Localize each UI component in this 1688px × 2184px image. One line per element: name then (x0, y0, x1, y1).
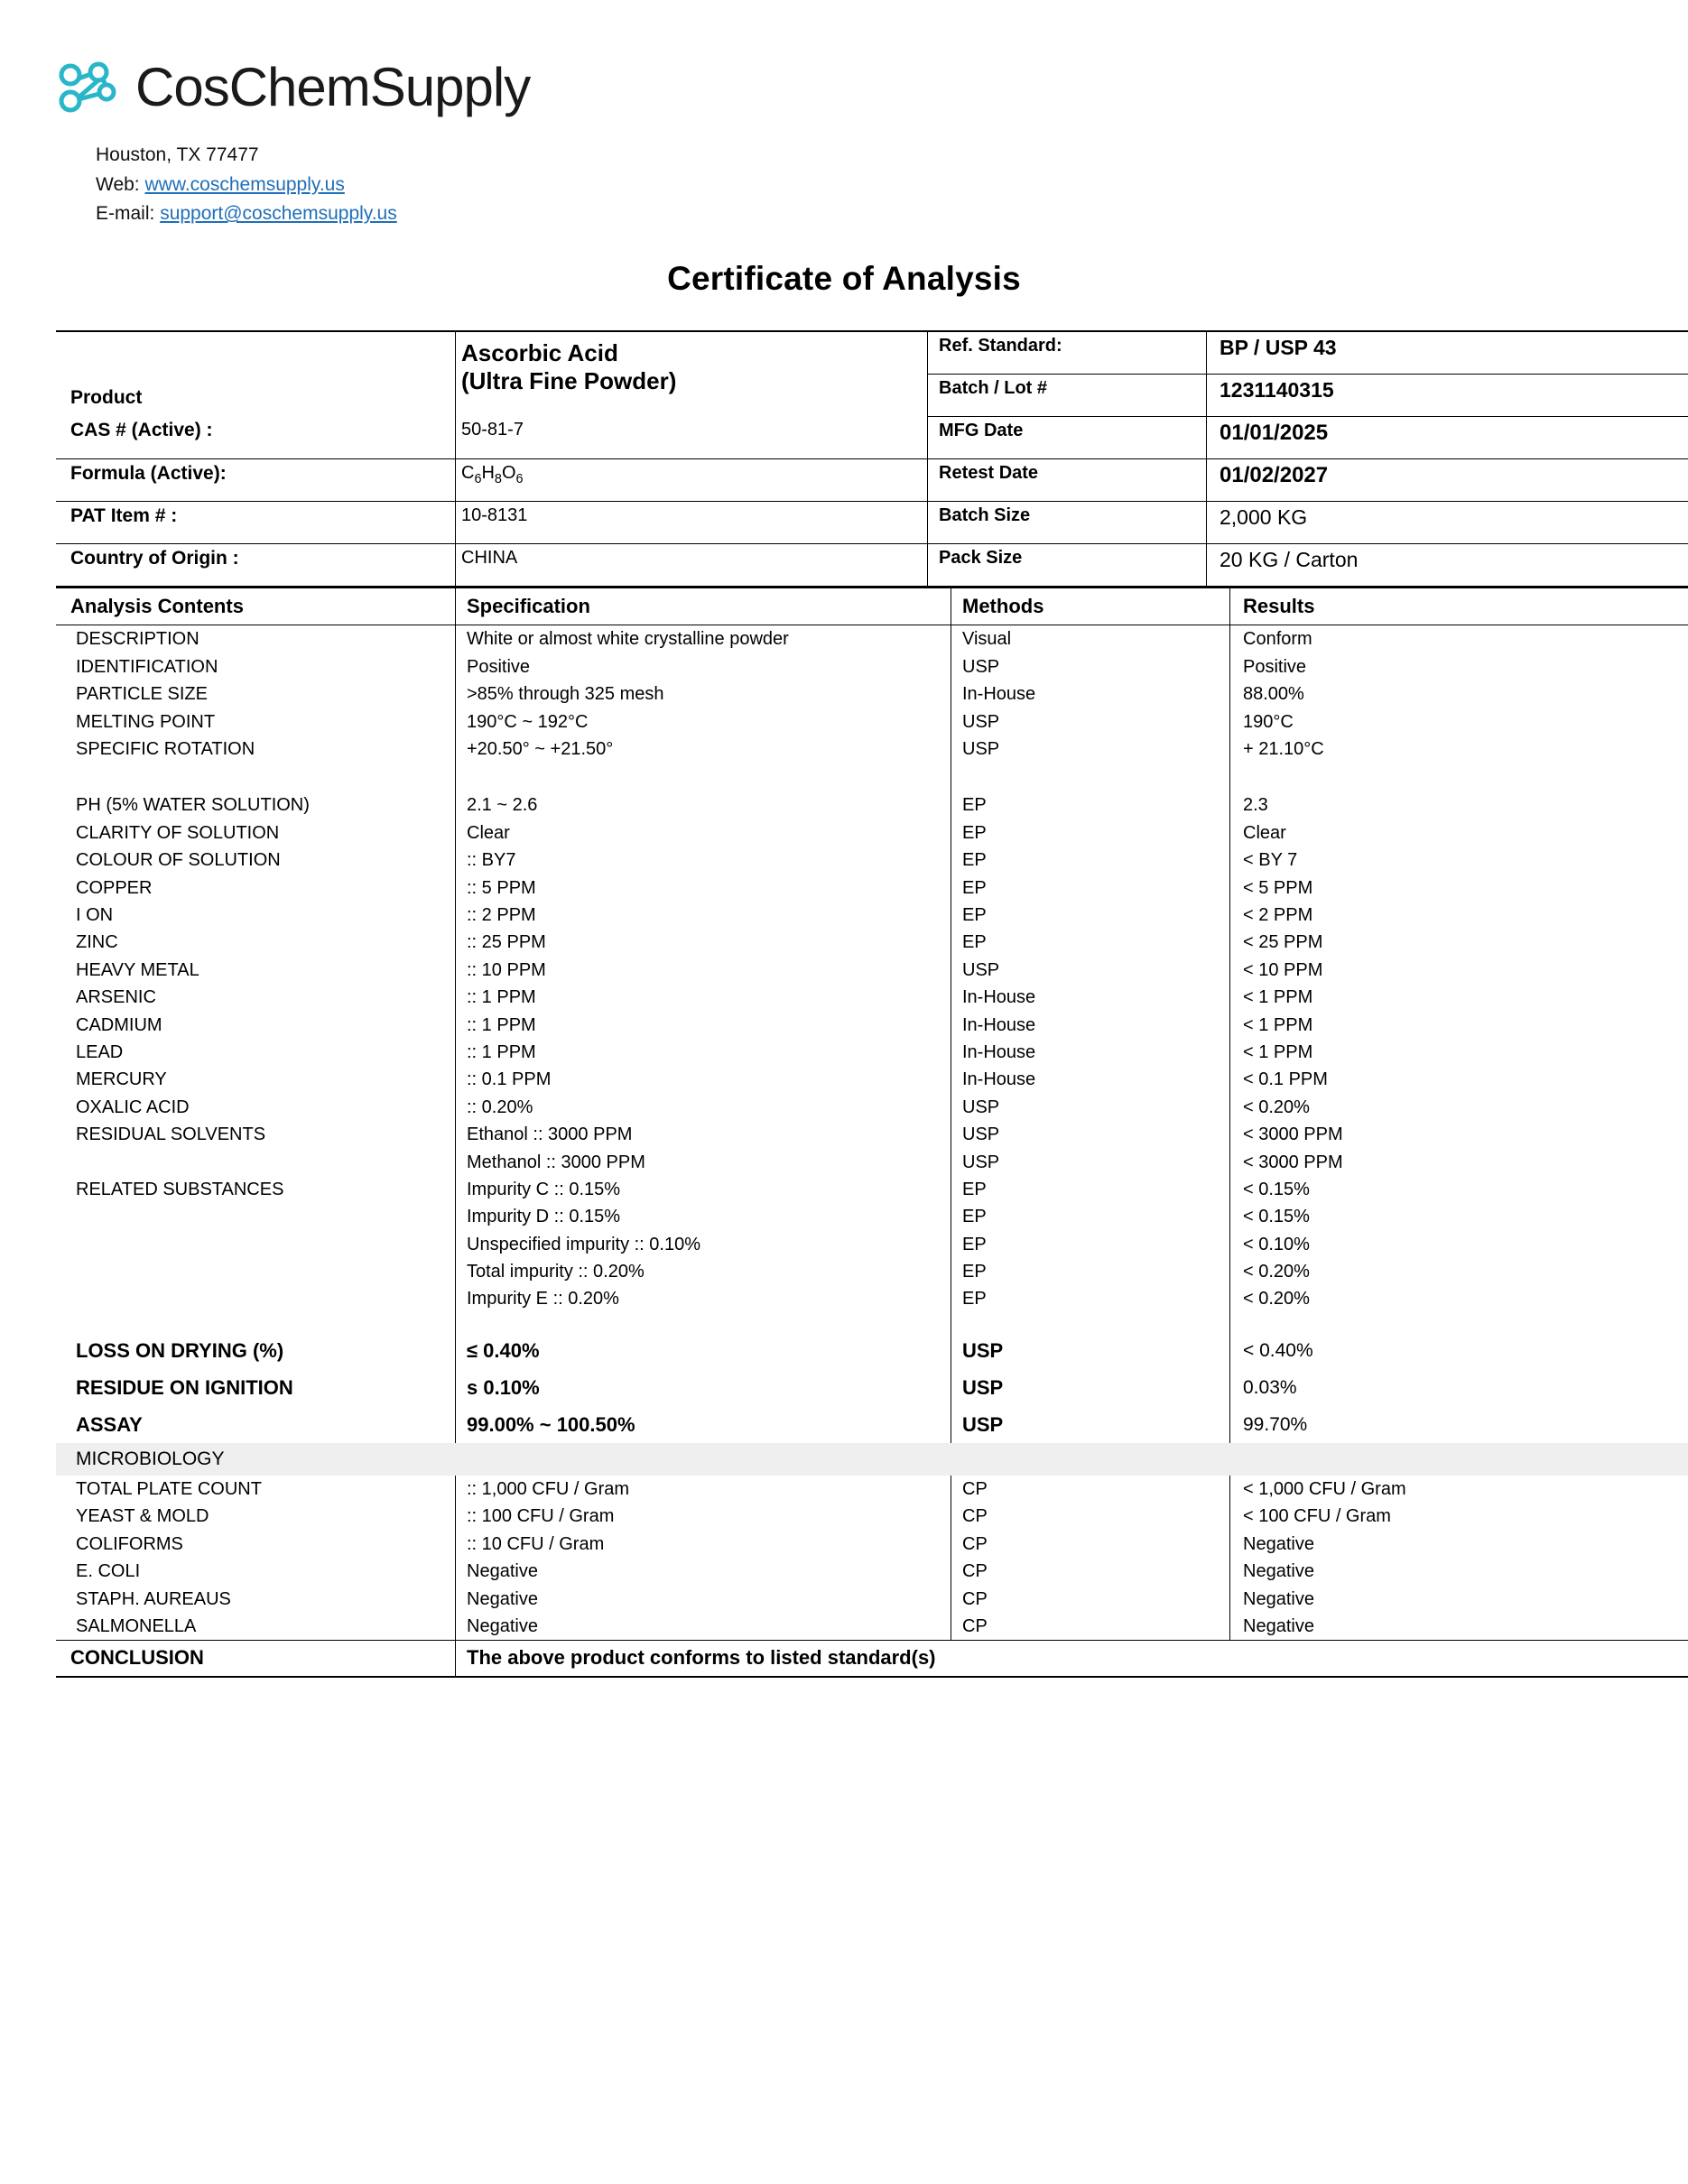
row-method: USP (951, 736, 1230, 763)
table-row (56, 1203, 1688, 1230)
row-label (56, 1203, 456, 1230)
table-row (56, 875, 1688, 902)
row-method: USP (951, 957, 1230, 984)
table-row (56, 791, 1688, 819)
table-row (56, 653, 1688, 680)
row-result: < 0.15% (1243, 1207, 1310, 1227)
address-line: Houston, TX 77477 (96, 144, 259, 165)
row-result: 190°C (1243, 711, 1294, 732)
row-method: In-House (951, 1039, 1230, 1066)
row-result: < 0.1 PPM (1243, 1069, 1328, 1090)
row-method: USP (951, 1333, 1230, 1370)
table-row (56, 1333, 1688, 1370)
molecule-icon (56, 54, 123, 121)
pack-size-label: Pack Size (928, 543, 1207, 586)
row-method: EP (951, 1285, 1230, 1312)
row-method: USP (951, 1121, 1230, 1148)
pat-item-value: 10-8131 (456, 501, 928, 543)
row-label (56, 1231, 456, 1258)
row-result: < 3000 PPM (1243, 1152, 1343, 1172)
pack-size-value: 20 KG / Carton (1220, 547, 1359, 571)
batch-lot-value: 1231140315 (1207, 374, 1688, 416)
table-row (56, 1258, 1688, 1285)
batch-size-value: 2,000 KG (1207, 501, 1688, 543)
origin-value: CHINA (456, 543, 928, 586)
retest-date-value: 01/02/2027 (1207, 458, 1688, 501)
row-spec: Methanol :: 3000 PPM (456, 1149, 951, 1176)
row-label: MELTING POINT (56, 708, 456, 736)
row-spec: Impurity E :: 0.20% (456, 1285, 951, 1312)
row-result: Conform (1243, 629, 1312, 650)
product-name-line2: (Ultra Fine Powder) (461, 367, 677, 395)
spacer-row (56, 763, 1688, 791)
row-label: MERCURY (56, 1066, 456, 1093)
microbiology-label: MICROBIOLOGY (56, 1443, 1688, 1476)
row-method: In-House (951, 984, 1230, 1011)
row-label: HEAVY METAL (56, 957, 456, 984)
row-spec: :: 0.20% (456, 1094, 951, 1121)
row-spec: :: 1 PPM (456, 1012, 951, 1039)
row-result: < 1 PPM (1243, 987, 1313, 1008)
row-label: SALMONELLA (56, 1613, 456, 1641)
conclusion-label: CONCLUSION (56, 1641, 456, 1677)
row-label: RESIDUAL SOLVENTS (56, 1121, 456, 1148)
table-row (56, 1531, 1688, 1558)
row-label: PARTICLE SIZE (56, 680, 456, 708)
row-spec: s 0.10% (456, 1370, 951, 1407)
row-label: PH (5% WATER SOLUTION) (56, 791, 456, 819)
row-result: < 1 PPM (1243, 1041, 1313, 1062)
retest-date-label: Retest Date (928, 458, 1207, 501)
row-spec: 99.00% ~ 100.50% (456, 1407, 951, 1444)
row-label: RELATED SUBSTANCES (56, 1176, 456, 1203)
row-label: OXALIC ACID (56, 1094, 456, 1121)
row-method: CP (951, 1476, 1230, 1503)
row-method: EP (951, 875, 1230, 902)
row-spec: >85% through 325 mesh (456, 680, 951, 708)
row-result: < 0.20% (1243, 1262, 1310, 1282)
row-method: USP (951, 1407, 1230, 1444)
row-method: USP (951, 1149, 1230, 1176)
web-label: Web: (96, 173, 140, 195)
table-row (56, 331, 1688, 375)
row-spec: :: 100 CFU / Gram (456, 1503, 951, 1530)
row-label: ARSENIC (56, 984, 456, 1011)
origin-label: Country of Origin : (56, 543, 456, 586)
row-spec: Impurity D :: 0.15% (456, 1203, 951, 1230)
row-label: ZINC (56, 929, 456, 956)
row-label (56, 1258, 456, 1285)
ref-standard-value: BP / USP 43 (1207, 331, 1688, 375)
table-row (56, 819, 1688, 847)
microbiology-section-row (56, 1443, 1688, 1476)
row-spec: :: 1 PPM (456, 1039, 951, 1066)
row-label: STAPH. AUREAUS (56, 1586, 456, 1613)
row-result: 0.03% (1243, 1376, 1297, 1398)
row-label: LOSS ON DRYING (%) (56, 1333, 456, 1370)
contact-block (96, 141, 1688, 229)
row-label: ASSAY (56, 1407, 456, 1444)
row-result: < 0.20% (1243, 1097, 1310, 1117)
row-spec: 2.1 ~ 2.6 (456, 791, 951, 819)
row-label: CLARITY OF SOLUTION (56, 819, 456, 847)
row-method: EP (951, 1258, 1230, 1285)
row-method: USP (951, 1370, 1230, 1407)
row-method: In-House (951, 680, 1230, 708)
table-row (56, 1012, 1688, 1039)
row-result: 2.3 (1243, 795, 1268, 816)
row-spec: Ethanol :: 3000 PPM (456, 1121, 951, 1148)
row-result: < BY 7 (1243, 850, 1298, 871)
row-result: < 3000 PPM (1243, 1124, 1343, 1145)
cas-value: 50-81-7 (456, 416, 928, 458)
row-spec: :: 25 PPM (456, 929, 951, 956)
table-row (56, 902, 1688, 929)
row-result: < 25 PPM (1243, 932, 1323, 953)
row-spec: +20.50° ~ +21.50° (456, 736, 951, 763)
product-info-table (56, 330, 1688, 587)
ref-standard-label: Ref. Standard: (928, 331, 1207, 375)
row-label: I ON (56, 902, 456, 929)
row-result: Negative (1243, 1588, 1314, 1609)
row-spec: :: 0.1 PPM (456, 1066, 951, 1093)
website-link[interactable]: www.coschemsupply.us (144, 173, 345, 195)
table-row (56, 929, 1688, 956)
row-method: EP (951, 819, 1230, 847)
row-method: EP (951, 929, 1230, 956)
document-header (0, 0, 1688, 229)
row-spec: Positive (456, 653, 951, 680)
row-label: TOTAL PLATE COUNT (56, 1476, 456, 1503)
row-method: EP (951, 791, 1230, 819)
row-method: Visual (951, 625, 1230, 653)
email-label: E-mail: (96, 203, 155, 225)
row-method: In-House (951, 1012, 1230, 1039)
row-result: < 0.40% (1243, 1339, 1313, 1361)
row-spec: Total impurity :: 0.20% (456, 1258, 951, 1285)
table-row (56, 957, 1688, 984)
row-label: COPPER (56, 875, 456, 902)
product-name-line1: Ascorbic Acid (461, 338, 618, 366)
row-method: USP (951, 1094, 1230, 1121)
table-row (56, 1066, 1688, 1093)
table-row (56, 1370, 1688, 1407)
row-method: CP (951, 1586, 1230, 1613)
analysis-table (56, 587, 1688, 1678)
row-spec: :: 2 PPM (456, 902, 951, 929)
row-spec: ≤ 0.40% (456, 1333, 951, 1370)
brand-name: CosChemSupply (135, 57, 531, 117)
spacer-row (56, 1313, 1688, 1333)
table-row (56, 543, 1688, 586)
conclusion-text: The above product conforms to listed standard(s) (456, 1641, 1688, 1677)
row-spec: :: 5 PPM (456, 875, 951, 902)
header-specification: Specification (456, 588, 951, 625)
row-result: < 0.10% (1243, 1234, 1310, 1254)
row-label: E. COLI (56, 1558, 456, 1585)
row-label: COLIFORMS (56, 1531, 456, 1558)
row-label (56, 1285, 456, 1312)
cas-label: CAS # (Active) : (56, 416, 456, 458)
page-title: Certificate of Analysis (667, 259, 1021, 297)
table-row (56, 708, 1688, 736)
row-method: CP (951, 1503, 1230, 1530)
row-spec: Negative (456, 1586, 951, 1613)
table-row (56, 501, 1688, 543)
row-result: < 1 PPM (1243, 1014, 1313, 1035)
table-row (56, 1094, 1688, 1121)
row-result: < 5 PPM (1243, 877, 1313, 898)
row-result: < 0.15% (1243, 1179, 1310, 1199)
row-spec: :: BY7 (456, 847, 951, 874)
row-result: Clear (1243, 822, 1286, 843)
row-result: < 0.20% (1243, 1289, 1310, 1309)
row-label: RESIDUE ON IGNITION (56, 1370, 456, 1407)
row-spec: :: 1 PPM (456, 984, 951, 1011)
pat-item-label: PAT Item # : (56, 501, 456, 543)
formula-label: Formula (Active): (56, 458, 456, 501)
table-row (56, 416, 1688, 458)
row-method: EP (951, 1176, 1230, 1203)
row-spec: :: 10 CFU / Gram (456, 1531, 951, 1558)
table-row (56, 1231, 1688, 1258)
batch-size-label: Batch Size (928, 501, 1207, 543)
row-label: CADMIUM (56, 1012, 456, 1039)
table-row (56, 1586, 1688, 1613)
table-row (56, 1039, 1688, 1066)
table-row (56, 1558, 1688, 1585)
row-result: 99.70% (1243, 1413, 1308, 1435)
table-row (56, 1149, 1688, 1176)
row-spec: Negative (456, 1613, 951, 1641)
mfg-date-label: MFG Date (928, 416, 1207, 458)
row-result: < 1,000 CFU / Gram (1243, 1478, 1406, 1499)
brand-logo (56, 54, 1688, 121)
row-spec: Unspecified impurity :: 0.10% (456, 1231, 951, 1258)
row-spec: 190°C ~ 192°C (456, 708, 951, 736)
row-label: COLOUR OF SOLUTION (56, 847, 456, 874)
conclusion-row (56, 1641, 1688, 1677)
row-label: SPECIFIC ROTATION (56, 736, 456, 763)
row-method: CP (951, 1558, 1230, 1585)
table-row (56, 625, 1688, 653)
row-result: Negative (1243, 1615, 1314, 1636)
formula-value: $C_6H_8O_6$ (456, 458, 928, 501)
row-result: 88.00% (1243, 684, 1304, 705)
product-label: Product (56, 331, 456, 417)
row-method: USP (951, 653, 1230, 680)
product-name (456, 331, 928, 417)
row-method: EP (951, 1231, 1230, 1258)
row-result: + 21.10°C (1243, 739, 1324, 760)
table-row (56, 1176, 1688, 1203)
table-row (56, 1503, 1688, 1530)
row-method: CP (951, 1613, 1230, 1641)
table-row (56, 680, 1688, 708)
table-row (56, 1121, 1688, 1148)
row-result: Negative (1243, 1561, 1314, 1582)
row-result: Positive (1243, 656, 1307, 677)
row-spec: Impurity C :: 0.15% (456, 1176, 951, 1203)
analysis-header-row (56, 588, 1688, 625)
email-link[interactable]: support@coschemsupply.us (160, 203, 397, 225)
row-spec: White or almost white crystalline powder (456, 625, 951, 653)
row-result: < 2 PPM (1243, 904, 1313, 925)
table-row (56, 1285, 1688, 1312)
table-row (56, 458, 1688, 501)
certificate-tables (56, 330, 1632, 1678)
table-row (56, 847, 1688, 874)
row-label (56, 1149, 456, 1176)
table-row (56, 1476, 1688, 1503)
row-method: EP (951, 847, 1230, 874)
row-label: YEAST & MOLD (56, 1503, 456, 1530)
row-method: In-House (951, 1066, 1230, 1093)
row-method: USP (951, 708, 1230, 736)
header-methods: Methods (951, 588, 1230, 625)
row-spec: Negative (456, 1558, 951, 1585)
row-method: EP (951, 902, 1230, 929)
table-row (56, 984, 1688, 1011)
table-row (56, 1407, 1688, 1444)
row-spec: :: 1,000 CFU / Gram (456, 1476, 951, 1503)
row-method: EP (951, 1203, 1230, 1230)
header-results: Results (1230, 588, 1688, 625)
batch-lot-label: Batch / Lot # (928, 374, 1207, 416)
row-spec: :: 10 PPM (456, 957, 951, 984)
row-label: IDENTIFICATION (56, 653, 456, 680)
header-analysis-contents: Analysis Contents (56, 588, 456, 625)
row-method: CP (951, 1531, 1230, 1558)
table-row (56, 736, 1688, 763)
table-row (56, 1613, 1688, 1641)
row-result: < 10 PPM (1243, 959, 1323, 980)
row-result: < 100 CFU / Gram (1243, 1506, 1391, 1527)
row-label: LEAD (56, 1039, 456, 1066)
mfg-date-value: 01/01/2025 (1207, 416, 1688, 458)
row-result: Negative (1243, 1533, 1314, 1554)
row-label: DESCRIPTION (56, 625, 456, 653)
row-spec: Clear (456, 819, 951, 847)
